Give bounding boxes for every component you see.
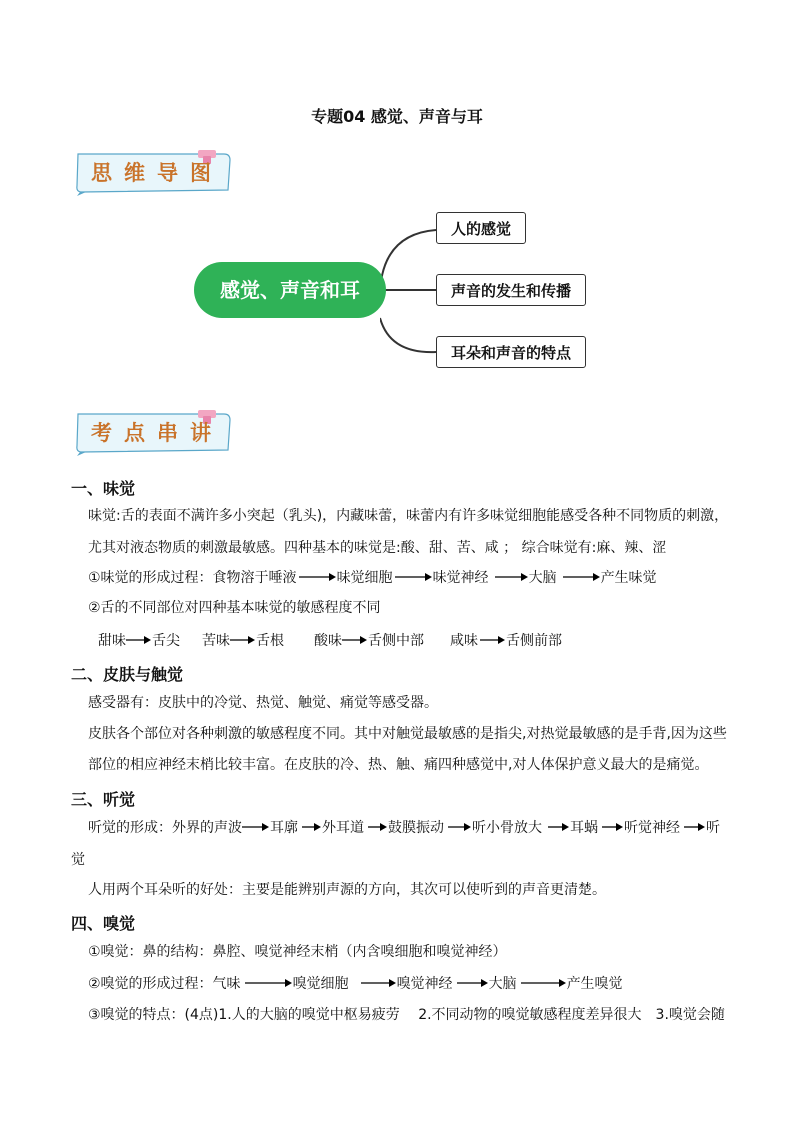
flow-step: 产生味觉 (600, 570, 657, 586)
arrow-right-icon (680, 821, 706, 833)
arrow-right-icon (393, 571, 433, 583)
key-points-banner (74, 410, 234, 456)
mind-map-center-node: 感觉、声音和耳 (194, 262, 386, 318)
flow-step: 大脑 (488, 976, 517, 992)
flow-step: 嗅觉细胞 (292, 976, 349, 992)
taste-name: 咸味 (450, 633, 478, 649)
taste-region-pairs (98, 630, 562, 650)
arrow-right-icon (298, 821, 322, 833)
flow-label: ①味觉的形成过程：食物溶于唾液 (88, 570, 297, 586)
hearing-formation-flow (88, 817, 720, 837)
arrow-right-icon (297, 571, 337, 583)
flow-step: 耳蜗 (570, 820, 598, 836)
mind-map-banner (74, 150, 234, 196)
hearing-flow-wrap: 觉 (71, 852, 85, 868)
flow-step: 大脑 (528, 570, 557, 586)
tongue-region: 舌侧前部 (506, 633, 562, 649)
tongue-region: 舌尖 (152, 633, 180, 649)
arrow-right-icon (478, 634, 506, 646)
arrow-right-icon (517, 977, 567, 989)
tongue-region: 舌侧中部 (368, 633, 424, 649)
mind-map-branch-2: 声音的发生和传播 (436, 274, 586, 306)
mind-map-connectors (380, 224, 440, 360)
arrow-right-icon (126, 634, 152, 646)
smell-features: ③嗅觉的特点：(4点)1.人的大脑的嗅觉中枢易疲劳 2.不同动物的嗅觉敏感程度差异很大 3.嗅觉会随 (88, 1007, 725, 1023)
flow-label: ②嗅觉的形成过程：气味 (88, 976, 241, 992)
flow-step: 听小骨放大 (472, 820, 542, 836)
flow-step: 味觉细胞 (336, 570, 393, 586)
section-heading-skin: 二、皮肤与触觉 (71, 665, 184, 684)
skin-paragraph-line-3: 部位的相应神经末梢比较丰富。在皮肤的冷、热、触、痛四种感觉中,对人体保护意义最大的是痛觉。 (88, 757, 709, 773)
banner-title: 考点串讲 (91, 420, 223, 445)
skin-paragraph-line-1: 感受器有：皮肤中的冷觉、热觉、触觉、痛觉等感受器。 (88, 695, 438, 711)
taste-formation-flow (88, 567, 657, 587)
smell-formation-flow (88, 973, 623, 993)
taste-name: 酸味 (314, 633, 342, 649)
arrow-right-icon (241, 977, 293, 989)
flow-step: 味觉神经 (432, 570, 489, 586)
arrow-right-icon (230, 634, 256, 646)
taste-sensitivity-note: ②舌的不同部位对四种基本味觉的敏感程度不同 (88, 600, 381, 616)
flow-step: 嗅觉神经 (396, 976, 453, 992)
section-heading-taste: 一、味觉 (71, 479, 136, 498)
arrow-right-icon (557, 571, 601, 583)
arrow-right-icon (489, 571, 529, 583)
arrow-right-icon (453, 977, 489, 989)
arrow-right-icon (242, 821, 270, 833)
taste-name: 甜味 (98, 633, 126, 649)
taste-name: 苦味 (202, 633, 230, 649)
skin-paragraph-line-2: 皮肤各个部位对各种刺激的敏感程度不同。其中对触觉最敏感的是指尖,对热觉最敏感的是手背,因为这些 (88, 726, 727, 742)
smell-structure: ①嗅觉：鼻的结构：鼻腔、嗅觉神经末梢（内含嗅细胞和嗅觉神经） (88, 944, 507, 960)
arrow-right-icon (598, 821, 624, 833)
taste-paragraph-line-1: 味觉:舌的表面不满许多小突起（乳头)，内藏味蕾，味蕾内有许多味觉细胞能感受各种不同物质的刺激， (88, 508, 729, 524)
arrow-right-icon (542, 821, 570, 833)
hearing-two-ears-note: 人用两个耳朵听的好处：主要是能辨别声源的方向，其次可以使听到的声音更清楚。 (88, 882, 606, 898)
flow-step: 外耳道 (322, 820, 364, 836)
arrow-right-icon (444, 821, 472, 833)
mind-map-branch-3: 耳朵和声音的特点 (436, 336, 586, 368)
flow-step: 鼓膜振动 (388, 820, 444, 836)
flow-step: 听觉神经 (624, 820, 680, 836)
page-title: 专题04 感觉、声音与耳 (311, 107, 483, 126)
tongue-region: 舌根 (256, 633, 284, 649)
flow-step: 耳廓 (270, 820, 298, 836)
taste-paragraph-line-2: 尤其对液态物质的刺激最敏感。四种基本的味觉是:酸、甜、苦、咸 ； 综合味觉有:麻、辣、涩 (88, 540, 667, 556)
flow-step: 产生嗅觉 (566, 976, 623, 992)
arrow-right-icon (364, 821, 388, 833)
flow-label: 听觉的形成：外界的声波 (88, 820, 242, 836)
arrow-right-icon (349, 977, 397, 989)
banner-title: 思维导图 (91, 160, 223, 185)
section-heading-smell: 四、嗅觉 (71, 914, 136, 933)
section-heading-hearing: 三、听觉 (71, 790, 136, 809)
mind-map-branch-1: 人的感觉 (436, 212, 526, 244)
arrow-right-icon (342, 634, 368, 646)
flow-step: 听 (706, 820, 720, 836)
